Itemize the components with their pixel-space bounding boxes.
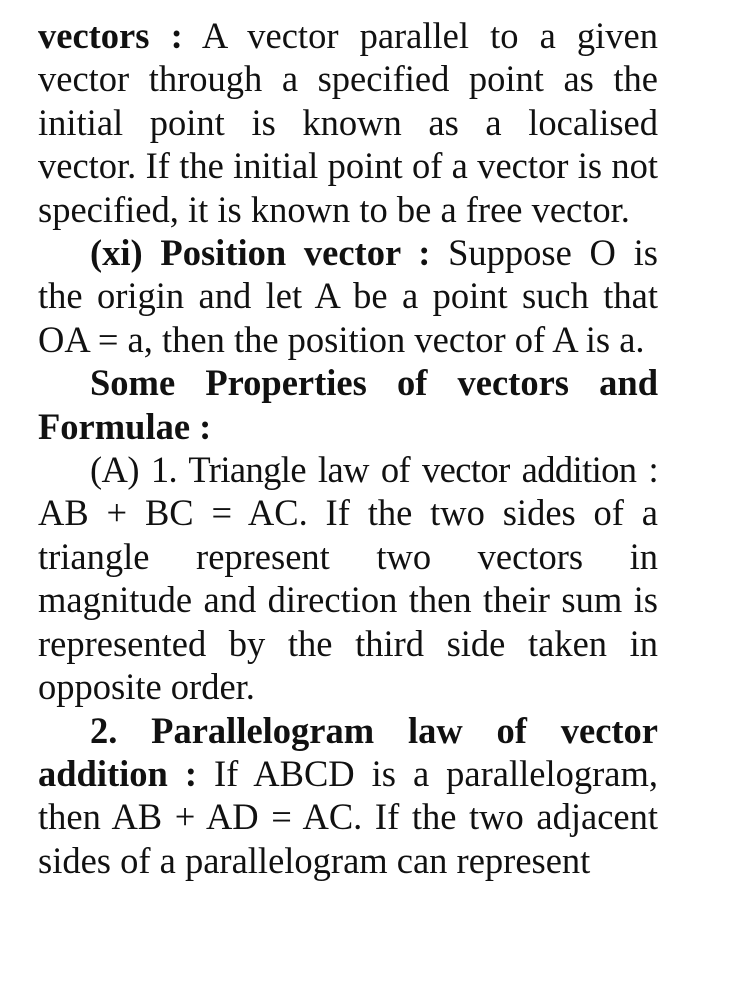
paragraph-text: AB + BC = AC. If the two sides of a triangle represent two vectors in magnitude and direction then their sum is represented by the third side taken in opposite order. (38, 492, 658, 708)
paragraph-parallelogram-law (38, 709, 658, 883)
document-page (38, 14, 658, 882)
paragraph-text: If ABCD is a parallelogram, then AB + AD = AC. If the two adjacent sides of a parallelogram can represent (38, 752, 658, 881)
paragraph-triangle-law (38, 448, 658, 708)
paragraph-text: A vector parallel to a given vector through a specified point as the initial point is known as a localised vector. If the initial point of a vector is not specified, it is known to be a free vector. (38, 15, 659, 230)
section-heading: Some Properties of vectors and Formulae : (38, 362, 658, 447)
term-vectors: vectors : (38, 15, 183, 56)
paragraph-localised-vector (38, 14, 658, 231)
triangle-law-title: (A) 1. Triangle law of vector addition : (90, 449, 658, 491)
paragraph-text: Suppose O is the origin and let A be a point such that OA = a, then the position vector of A is a. (38, 232, 658, 360)
term-position-vector: (xi) Position vector : (90, 232, 431, 274)
term-parallelogram-law: 2. Parallelogram law of vector addition : (38, 709, 658, 794)
paragraph-position-vector (38, 231, 658, 361)
